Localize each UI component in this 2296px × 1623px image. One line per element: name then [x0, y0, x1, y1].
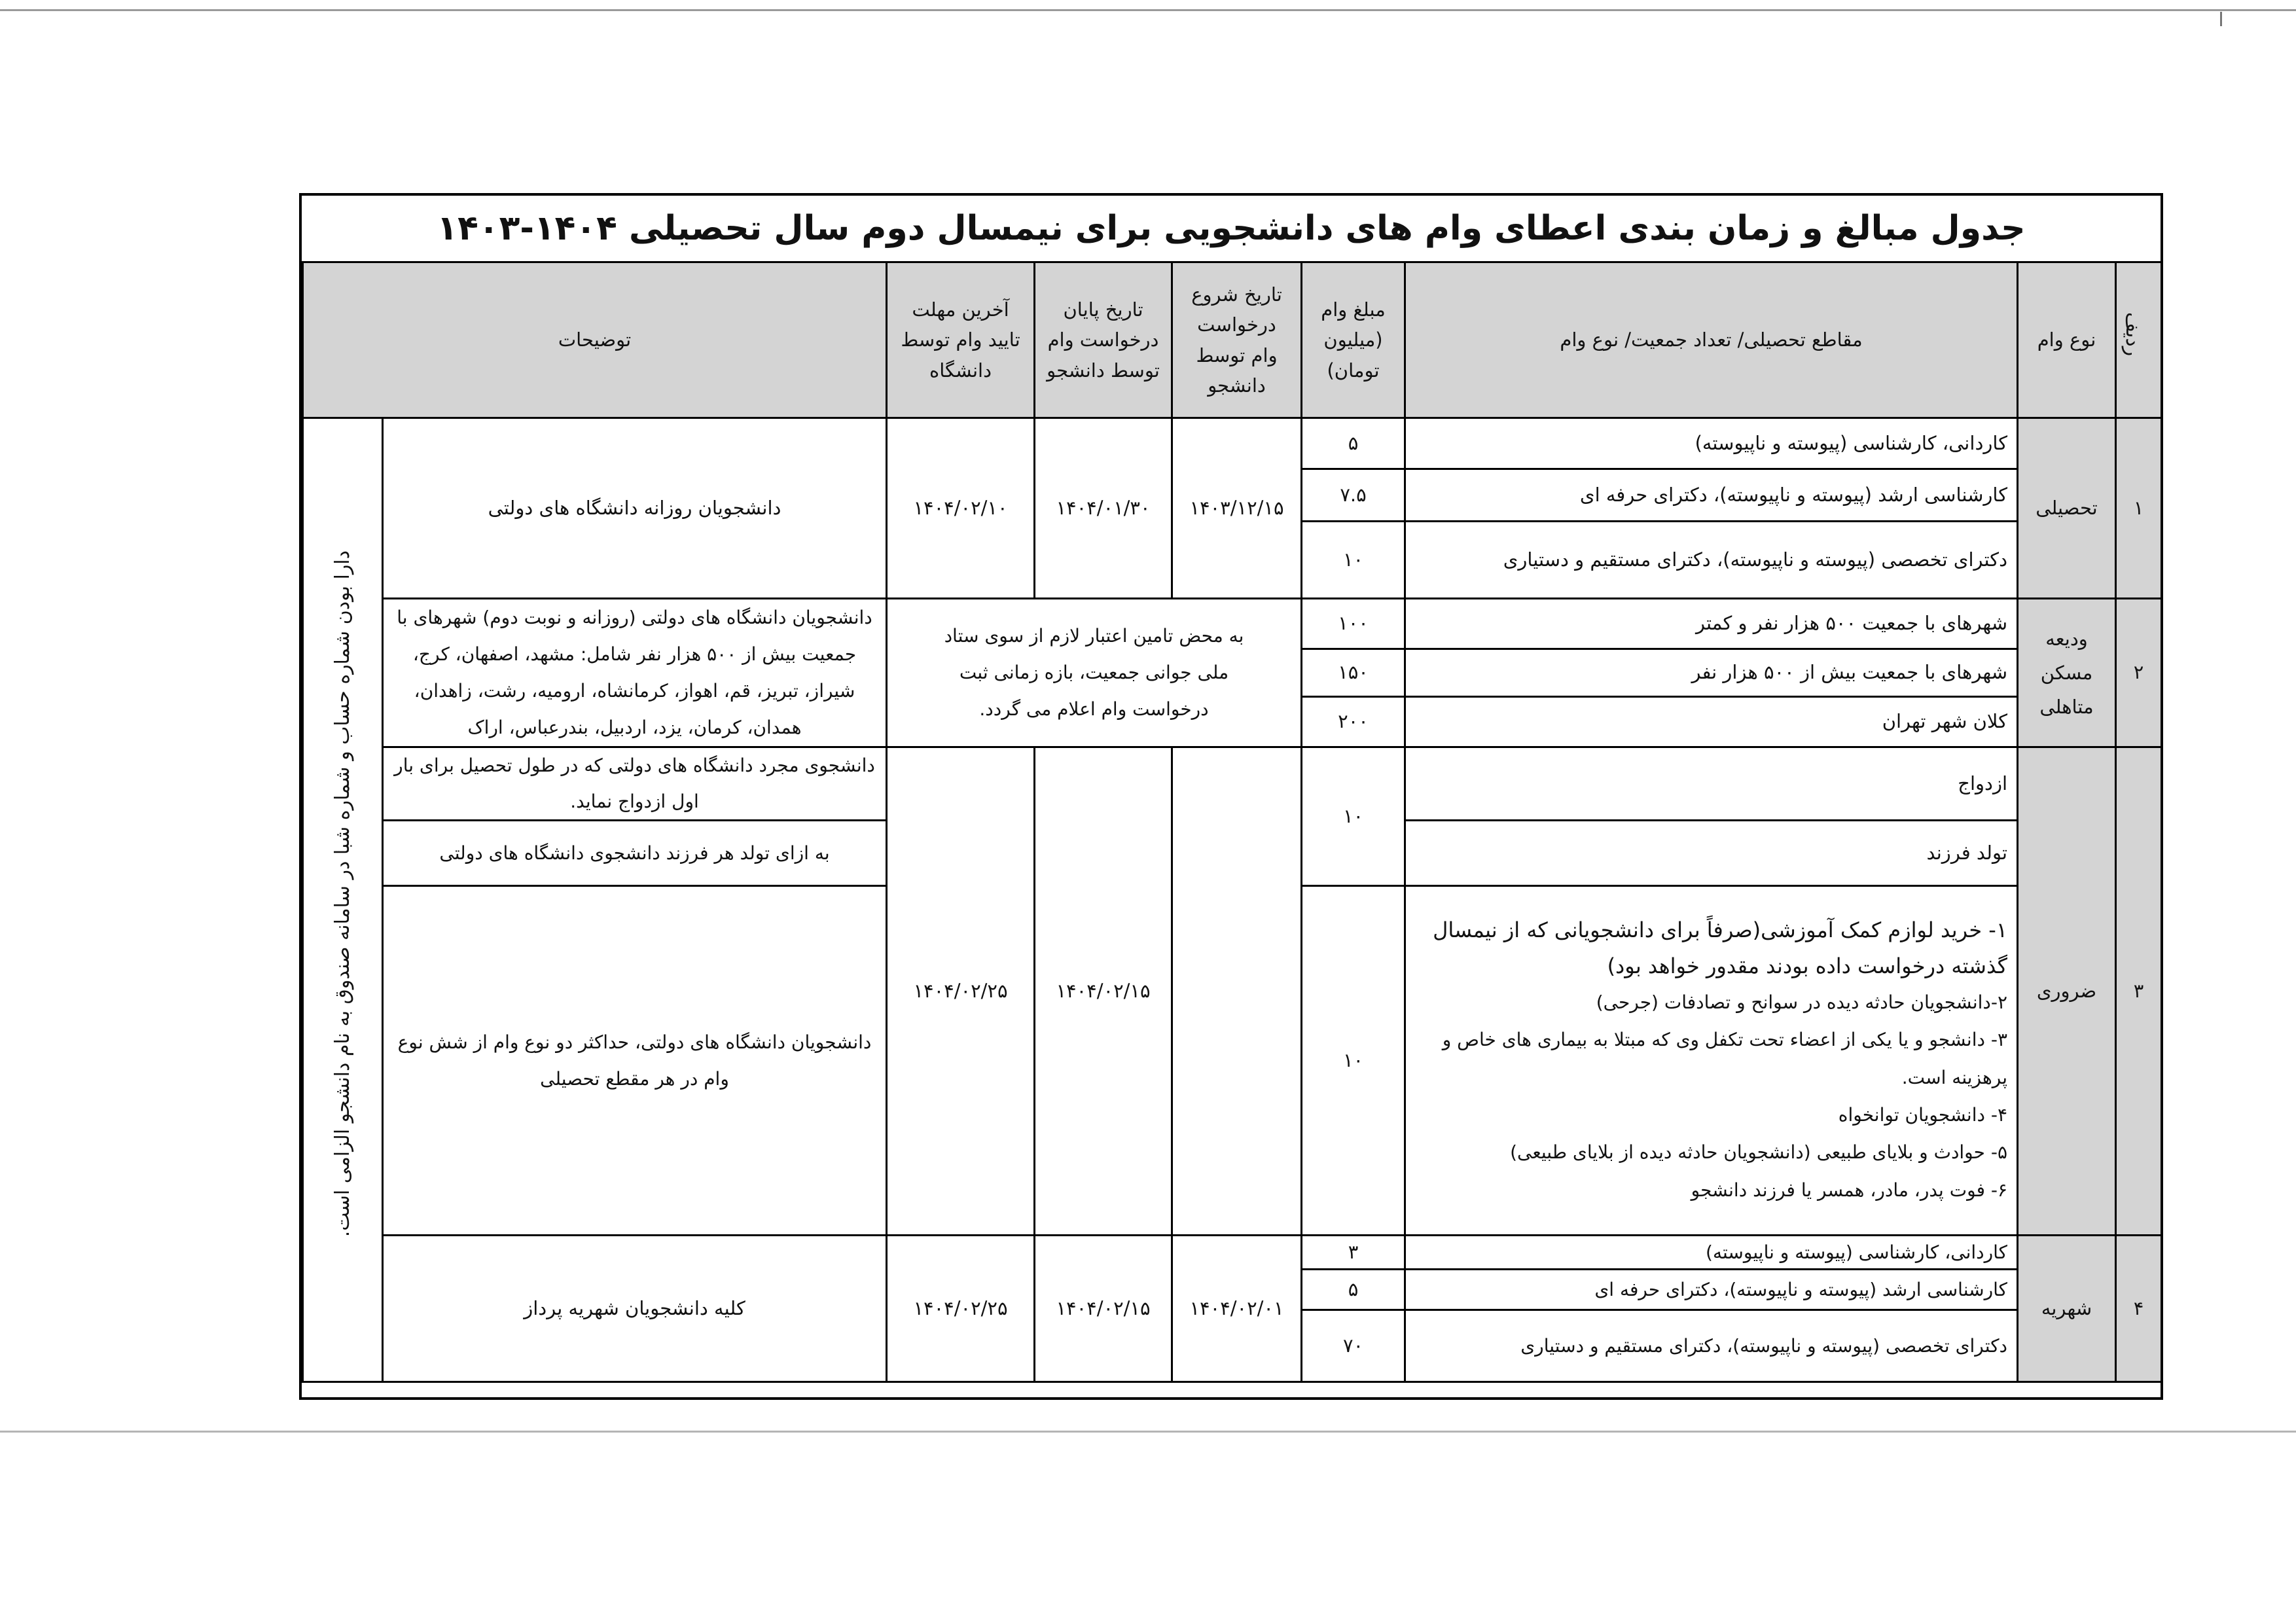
- other-emergency-note: دانشجویان دانشگاه های دولتی، حداکثر دو نوع وام از شش نوع وام در هر مقطع تحصیلی: [383, 886, 887, 1236]
- loan-schedule-table: [302, 261, 2162, 1383]
- account-requirement-sidebar: [303, 418, 383, 1382]
- level-label: شهرهای با جمعیت بیش از ۵۰۰ هزار نفر: [1405, 649, 2018, 697]
- loan-amount: ۵: [1302, 418, 1405, 469]
- level-label: دکترای تخصصی (پیوسته و ناپیوسته)، دکترای مستقیم و دستیاری: [1405, 522, 2018, 599]
- loan-amount: ۲۰۰: [1302, 696, 1405, 747]
- list-item: ۶- فوت پدر، مادر، همسر یا فرزند دانشجو: [1691, 1179, 2008, 1201]
- header-loan-type: نوع وام: [2018, 262, 2116, 418]
- list-item: ۱- خرید لوازم کمک آموزشی(صرفاً برای دانشجویانی که از نیمسال گذشته درخواست داده بودند مقدور خواهد بود): [1433, 918, 2008, 978]
- marriage-label: ازدواج: [1405, 747, 2018, 821]
- level-label: کارشناسی ارشد (پیوسته و ناپیوسته)، دکترای حرفه ای: [1405, 469, 2018, 522]
- end-date: ۱۴۰۴/۰۲/۱۵: [1035, 1236, 1172, 1382]
- scan-edge-top: [0, 9, 2296, 11]
- list-item: ۵- حوادث و بلایای طبیعی (دانشجویان حادثه دیده از بلایای طبیعی): [1510, 1141, 2008, 1164]
- account-requirement-note: دارا بودن شماره حساب و شماره شبا در سامانه صندوق به نام دانشجو الزامی است.: [331, 550, 354, 1238]
- level-label: شهرهای با جمعیت ۵۰۰ هزار نفر و کمتر: [1405, 599, 2018, 649]
- marriage-note: دانشجوی مجرد دانشگاه های دولتی که در طول تحصیل برای بار اول ازدواج نماید.: [383, 747, 887, 821]
- loan-amount: ۱۰: [1302, 886, 1405, 1236]
- row-number: ۱: [2116, 418, 2162, 599]
- scan-corner-mark: [2220, 12, 2231, 26]
- start-date: ۱۴۰۳/۱۲/۱۵: [1172, 418, 1302, 599]
- loan-amount: ۱۰: [1302, 522, 1405, 599]
- childbirth-label: تولد فرزند: [1405, 821, 2018, 886]
- header-end-date: تاریخ پایان درخواست وام توسط دانشجو: [1035, 262, 1172, 418]
- table-row: [303, 747, 2162, 821]
- header-levels: مقاطع تحصیلی/ تعداد جمعیت/ نوع وام: [1405, 262, 2018, 418]
- loan-schedule-document: [299, 193, 2163, 1400]
- level-label: کلان شهر تهران: [1405, 696, 2018, 747]
- level-label: کارشناسی ارشد (پیوسته و ناپیوسته)، دکترای حرفه ای: [1405, 1270, 2018, 1310]
- header-start-date: تاریخ شروع درخواست وام توسط دانشجو: [1172, 262, 1302, 418]
- approval-deadline: ۱۴۰۴/۰۲/۲۵: [887, 1236, 1035, 1382]
- loan-type: ضروری: [2018, 747, 2116, 1236]
- row-number: ۴: [2116, 1236, 2162, 1382]
- table-row: [303, 418, 2162, 469]
- loan-type: ودیعه مسکن متاهلی: [2018, 599, 2116, 747]
- loan-amount: ۱۰۰: [1302, 599, 1405, 649]
- table-row: [303, 599, 2162, 649]
- end-date: ۱۴۰۴/۰۱/۳۰: [1035, 418, 1172, 599]
- row-number: ۳: [2116, 747, 2162, 1236]
- loan-type: تحصیلی: [2018, 418, 2116, 599]
- row-number: ۲: [2116, 599, 2162, 747]
- list-item: ۳- دانشجو و یا یکی از اعضاء تحت تکفل وی که مبتلا به بیماری های خاص و پرهزینه است.: [1442, 1029, 2008, 1088]
- loan-amount: ۷۰: [1302, 1310, 1405, 1382]
- loan-amount: ۱۵۰: [1302, 649, 1405, 697]
- list-item: ۴- دانشجویان توانخواه: [1838, 1104, 2008, 1126]
- loan-amount: ۷.۵: [1302, 469, 1405, 522]
- childbirth-note: به ازای تولد هر فرزند دانشجوی دانشگاه های دولتی: [383, 821, 887, 886]
- header-deadline: آخرین مهلت تایید وام توسط دانشگاه: [887, 262, 1035, 418]
- housing-date-note: به محض تامین اعتبار لازم از سوی ستاد ملی جوانی جمعیت، بازه زمانی ثبت درخواست وام اعلام می گردد.: [887, 599, 1302, 747]
- document-title: جدول مبالغ و زمان بندی اعطای وام های دانشجویی برای نیمسال دوم سال تحصیلی ۱۴۰۴-۱۴۰۳: [302, 196, 2161, 264]
- level-label: کاردانی، کارشناسی (پیوسته و ناپیوسته): [1405, 1236, 2018, 1270]
- loan-note: دانشجویان دانشگاه های دولتی (روزانه و نوبت دوم) شهرهای با جمعیت بیش از ۵۰۰ هزار نفر شامل: مشهد، اصفهان، کرج، شیراز، تبریز، قم، اهواز، کرمانشاه، ارومیه، رشت، زاهدان، همدان، کرمان، یزد، اردبیل، بندرعباس، اراک: [383, 599, 887, 747]
- scan-edge-bottom: [0, 1431, 2296, 1433]
- start-date-empty: [1172, 747, 1302, 1236]
- loan-note: دانشجویان روزانه دانشگاه های دولتی: [383, 418, 887, 599]
- end-date: ۱۴۰۴/۰۲/۱۵: [1035, 747, 1172, 1236]
- header-row-number: ردیف: [2116, 262, 2162, 418]
- other-emergency-list: [1405, 886, 2018, 1236]
- header-amount: مبلغ وام (میلیون تومان): [1302, 262, 1405, 418]
- header-notes: توضیحات: [303, 262, 887, 418]
- start-date: ۱۴۰۴/۰۲/۰۱: [1172, 1236, 1302, 1382]
- loan-type: شهریه: [2018, 1236, 2116, 1382]
- loan-amount: ۳: [1302, 1236, 1405, 1270]
- loan-note: کلیه دانشجویان شهریه پرداز: [383, 1236, 887, 1382]
- list-item: ۲-دانشجویان حادثه دیده در سوانح و تصادفات (جرحی): [1596, 991, 2008, 1013]
- approval-deadline: ۱۴۰۴/۰۲/۱۰: [887, 418, 1035, 599]
- table-row: [303, 1236, 2162, 1270]
- loan-amount: ۵: [1302, 1270, 1405, 1310]
- level-label: دکترای تخصصی (پیوسته و ناپیوسته)، دکترای مستقیم و دستیاری: [1405, 1310, 2018, 1382]
- level-label: کاردانی، کارشناسی (پیوسته و ناپیوسته): [1405, 418, 2018, 469]
- loan-amount: ۱۰: [1302, 747, 1405, 886]
- header-row: [303, 262, 2162, 418]
- approval-deadline: ۱۴۰۴/۰۲/۲۵: [887, 747, 1035, 1236]
